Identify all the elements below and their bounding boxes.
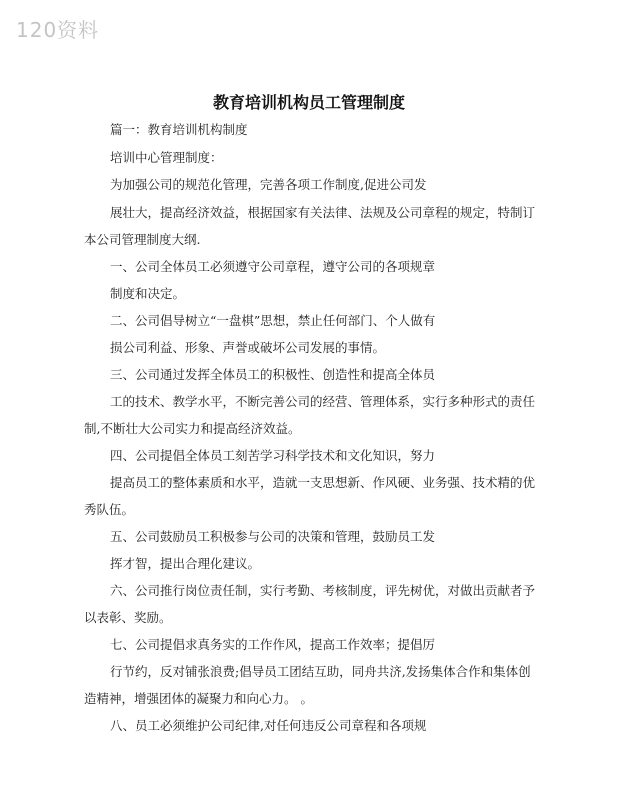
text-line: 六、公司推行岗位责任制，实行考勤、考核制度，评先树优，对做出贡献者予 xyxy=(110,583,536,598)
text-line: 四、公司提倡全体员工刻苦学习科学技术和文化知识，努力 xyxy=(110,448,436,463)
text-line: 挥才智，提出合理化建议。 xyxy=(110,556,261,571)
text-line: 篇一：教育培训机构制度 xyxy=(110,122,248,137)
text-line: 提高员工的整体素质和水平，造就一支思想新、作风硬、业务强、技术精的优 xyxy=(110,475,536,490)
text-line: 为加强公司的规范化管理，完善各项工作制度,促进公司发 xyxy=(110,177,427,192)
text-line: 造精神，增强团体的凝聚力和向心力。 。 xyxy=(84,691,313,706)
text-line: 本公司管理制度大纲. xyxy=(84,232,201,247)
text-line: 以表彰、奖励。 xyxy=(84,610,172,625)
text-line: 三、公司通过发挥全体员工的积极性、创造性和提高全体员 xyxy=(110,367,436,382)
text-line: 八、员工必须维护公司纪律,对任何违反公司章程和各项规 xyxy=(110,718,427,733)
text-line: 培训中心管理制度： xyxy=(110,150,223,165)
text-line: 展壮大，提高经济效益，根据国家有关法律、法规及公司章程的规定，特制订 xyxy=(110,205,536,220)
text-line: 损公司利益、形象、声誉或破坏公司发展的事情。 xyxy=(110,340,386,355)
document-title: 教育培训机构员工管理制度 xyxy=(212,93,405,112)
text-line: 制度和决定。 xyxy=(110,286,186,301)
text-line: 五、公司鼓励员工积极参与公司的决策和管理，鼓励员工发 xyxy=(110,529,436,544)
watermark-logo: 120资料 xyxy=(16,18,100,42)
text-line: 行节约，反对铺张浪费;倡导员工团结互助，同舟共济,发扬集体合作和集体创 xyxy=(110,664,531,679)
text-line: 七、公司提倡求真务实的工作作风，提高工作效率；提倡厉 xyxy=(110,637,436,652)
text-line: 二、公司倡导树立“一盘棋”思想，禁止任何部门、个人做有 xyxy=(110,313,436,328)
text-line: 秀队伍。 xyxy=(84,502,135,517)
text-line: 制,不断壮大公司实力和提高经济效益。 xyxy=(84,421,301,436)
text-line: 一、公司全体员工必须遵守公司章程，遵守公司的各项规章 xyxy=(110,259,436,274)
text-line: 工的技术、教学水平，不断完善公司的经营、管理体系，实行多种形式的责任 xyxy=(110,394,536,409)
